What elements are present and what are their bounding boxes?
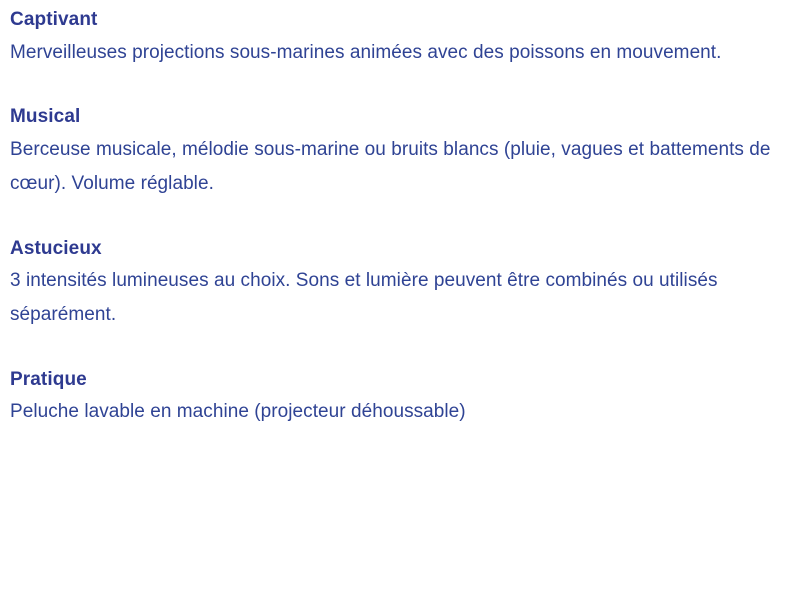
feature-title-astucieux: Astucieux: [10, 237, 102, 259]
feature-block-pratique: [10, 366, 798, 429]
feature-title-pratique: Pratique: [10, 368, 87, 390]
feature-title-captivant: Captivant: [10, 9, 98, 30]
feature-title-musical: Musical: [10, 106, 81, 128]
feature-block-captivant: [10, 6, 798, 69]
feature-body-captivant: Merveilleuses projections sous-marines animées avec des poissons en mouvement.: [10, 41, 722, 63]
feature-body-musical: Berceuse musicale, mélodie sous-marine ou bruits blancs (pluie, vagues et battements de cœur). Volume réglable.: [10, 138, 771, 194]
feature-block-musical: [10, 103, 798, 200]
feature-body-astucieux: 3 intensités lumineuses au choix. Sons et lumière peuvent être combinés ou utilisés séparément.: [10, 270, 718, 325]
feature-block-astucieux: [10, 235, 798, 332]
feature-body-pratique: Peluche lavable en machine (projecteur déhoussable): [10, 401, 466, 423]
